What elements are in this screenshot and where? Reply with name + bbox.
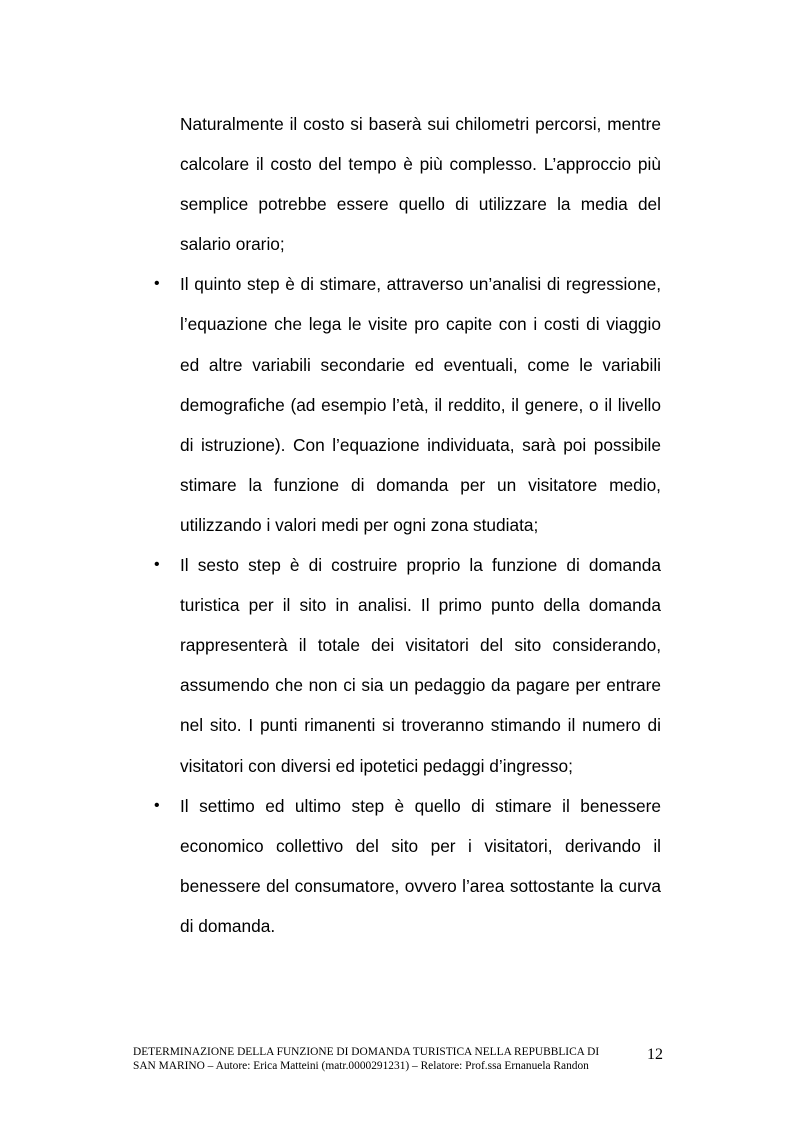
bullet-icon: •: [154, 556, 160, 574]
footer-citation: [133, 1046, 638, 1073]
list-item-text: Il sesto step è di costruire proprio la funzione di domanda turistica per il sito in analisi. Il primo punto della domanda rappresenterà il totale dei visitatori del sito considerando, assumendo che non ci sia un pedaggio da pagare per entrare nel sito. I punti rimanenti si troveranno stimando il numero di visitatori con diversi ed ipotetici pedaggi d’ingresso;: [180, 555, 661, 776]
list-item: [154, 264, 661, 545]
page-number: 12: [647, 1046, 663, 1063]
list-item-text: Il quinto step è di stimare, attraverso un’analisi di regressione, l’equazione che lega le visite pro capite con i costi di viaggio ed altre variabili secondarie ed eventuali, come le variabili demografiche (ad esempio l’età, il reddito, il genere, o il livello di istruzione). Con l’equazione individuata, sarà poi possibile stimare la funzione di domanda per un visitatore medio, utilizzando i valori medi per ogni zona studiata;: [180, 274, 661, 535]
intro-paragraph: Naturalmente il costo si baserà sui chilometri percorsi, mentre calcolare il costo del tempo è più complesso. L’approccio più semplice potrebbe essere quello di utilizzare la media del salario orario;: [180, 114, 661, 255]
list-item-text: Il settimo ed ultimo step è quello di stimare il benessere economico collettivo del sito per i visitatori, derivando il benessere del consumatore, ovvero l’area sottostante la curva di domanda.: [180, 795, 661, 936]
footer-title-line: DETERMINAZIONE DELLA FUNZIONE DI DOMANDA TURISTICA NELLA REPUBBLICA DI: [133, 1046, 600, 1058]
bullet-icon: •: [154, 275, 160, 293]
footer-author-line: SAN MARINO – Autore: Erica Matteini (matr.0000291231) – Relatore: Prof.ssa Ernanuela Randon: [133, 1059, 589, 1072]
body-text: [154, 104, 661, 946]
list-item: [154, 545, 661, 786]
bullet-icon: •: [154, 796, 160, 814]
list-item: [154, 786, 661, 946]
